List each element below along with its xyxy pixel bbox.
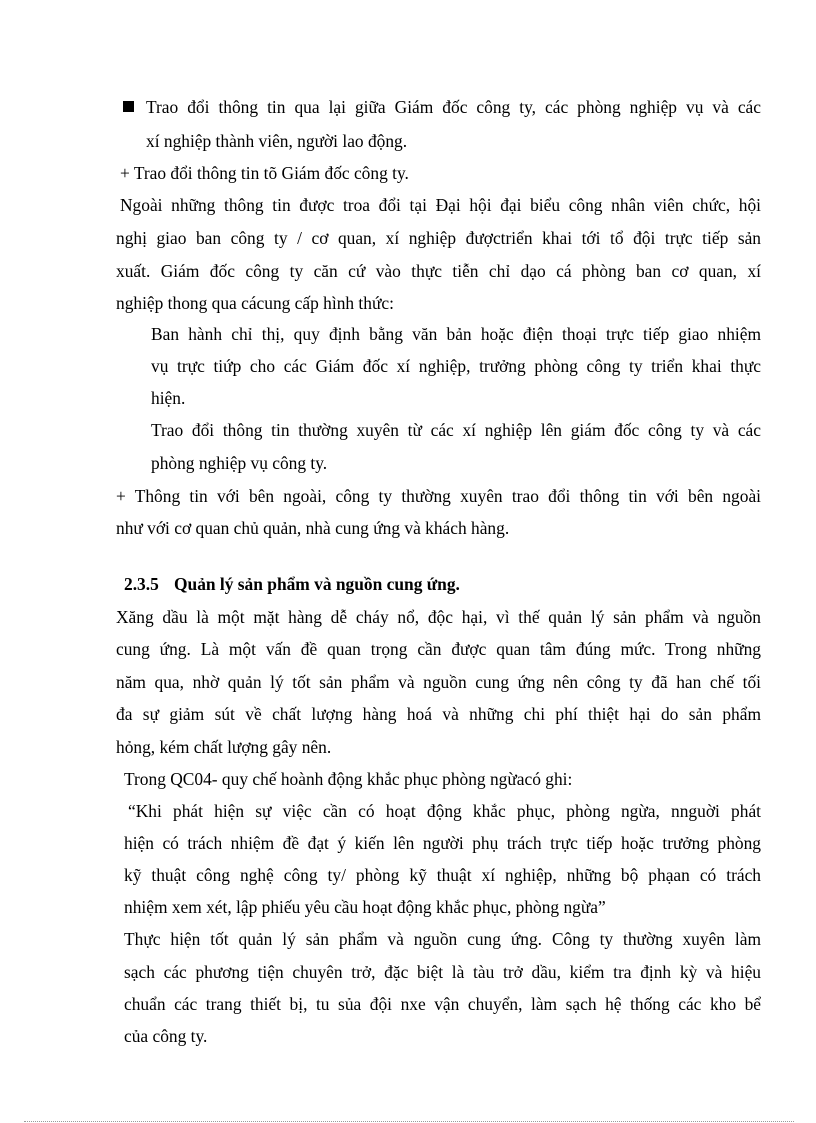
page-bottom-rule — [24, 1121, 794, 1122]
paragraph-line: Thực hiện tốt quản lý sản phẩm và nguồn cung ứng. Công ty thường xuyên làm — [124, 929, 761, 949]
paragraph-line: xuất. Giám đốc công ty căn cứ vào thực tiễn chỉ dạo cá phòng ban cơ quan, xí — [116, 261, 761, 281]
paragraph-line: Ngoài những thông tin được troa đổi tại Đại hội đại biểu công nhân viên chức, hội — [120, 195, 761, 215]
section-number: 2.3.5 — [124, 574, 159, 594]
quote-line: kỹ thuật công nghệ công ty/ phòng kỹ thuật xí nghiệp, những bộ phạan có trách — [124, 865, 761, 885]
paragraph-line: của công ty. — [124, 1026, 208, 1046]
indented-line: phòng nghiệp vụ công ty. — [151, 453, 328, 473]
paragraph-line: Trong QC04- quy chế hoành động khắc phục phòng ngừacó ghi: — [124, 769, 573, 789]
paragraph-line: sạch các phương tiện chuyên trở, đặc biệt là tàu trở dầu, kiểm tra định kỳ và hiệu — [124, 962, 761, 982]
plus-item: như với cơ quan chủ quản, nhà cung ứng và khách hàng. — [116, 518, 510, 538]
quote-line: hiện có trách nhiệm đề đạt ý kiến lên người phụ trách trực tiếp hoặc trưởng phòng — [124, 833, 761, 853]
bullet-line: xí nghiệp thành viên, người lao động. — [146, 131, 408, 151]
paragraph-line: chuẩn các trang thiết bị, tu sủa đội nxe vận chuyển, làm sạch hệ thống các kho bể — [124, 994, 761, 1014]
plus-item: + Thông tin với bên ngoài, công ty thường xuyên trao đổi thông tin với bên ngoài — [116, 486, 761, 506]
paragraph-line: hỏng, kém chất lượng gây nên. — [116, 737, 332, 757]
paragraph-line: năm qua, nhờ quản lý tốt sản phẩm và nguồn cung ứng nên công ty đã han chế tối — [116, 672, 761, 692]
paragraph-line: nghị giao ban công ty / cơ quan, xí nghiệp đượctriển khai tới tổ đội trực tiếp sản — [116, 228, 761, 248]
section-title: Quản lý sản phẩm và nguồn cung ứng. — [174, 574, 460, 594]
indented-line: Trao đổi thông tin thường xuyên từ các xí nghiệp lên giám đốc công ty và các — [151, 420, 761, 440]
indented-line: Ban hành chỉ thị, quy định bằng văn bản hoặc điện thoại trực tiếp giao nhiệm — [151, 324, 761, 344]
paragraph-line: Xăng dầu là một mặt hàng dễ cháy nổ, độc hại, vì thế quản lý sản phẩm và nguồn — [116, 607, 761, 627]
indented-line: hiện. — [151, 388, 186, 408]
quote-line: nhiệm xem xét, lập phiếu yêu cầu hoạt động khắc phục, phòng ngừa” — [124, 897, 606, 917]
paragraph-line: đa sự giảm sút về chất lượng hàng hoá và những chi phí thiệt hại do sản phẩm — [116, 704, 761, 724]
plus-item: + Trao đổi thông tin tõ Giám đốc công ty. — [120, 163, 409, 183]
paragraph-line: nghiệp thong qua cácung cấp hình thức: — [116, 293, 394, 313]
bullet-line: Trao đổi thông tin qua lại giữa Giám đốc công ty, các phòng nghiệp vụ và các — [146, 97, 761, 117]
quote-line: “Khi phát hiện sự việc cần có hoạt động khắc phục, phòng ngừa, nnguời phát — [128, 801, 761, 821]
paragraph-line: cung ứng. Là một vấn đề quan trọng cần được quan tâm đúng mức. Trong những — [116, 639, 761, 659]
indented-line: vụ trực tiứp cho các Giám đốc xí nghiệp, trưởng phòng công ty triển khai thực — [151, 356, 761, 376]
square-bullet-icon — [123, 101, 134, 112]
